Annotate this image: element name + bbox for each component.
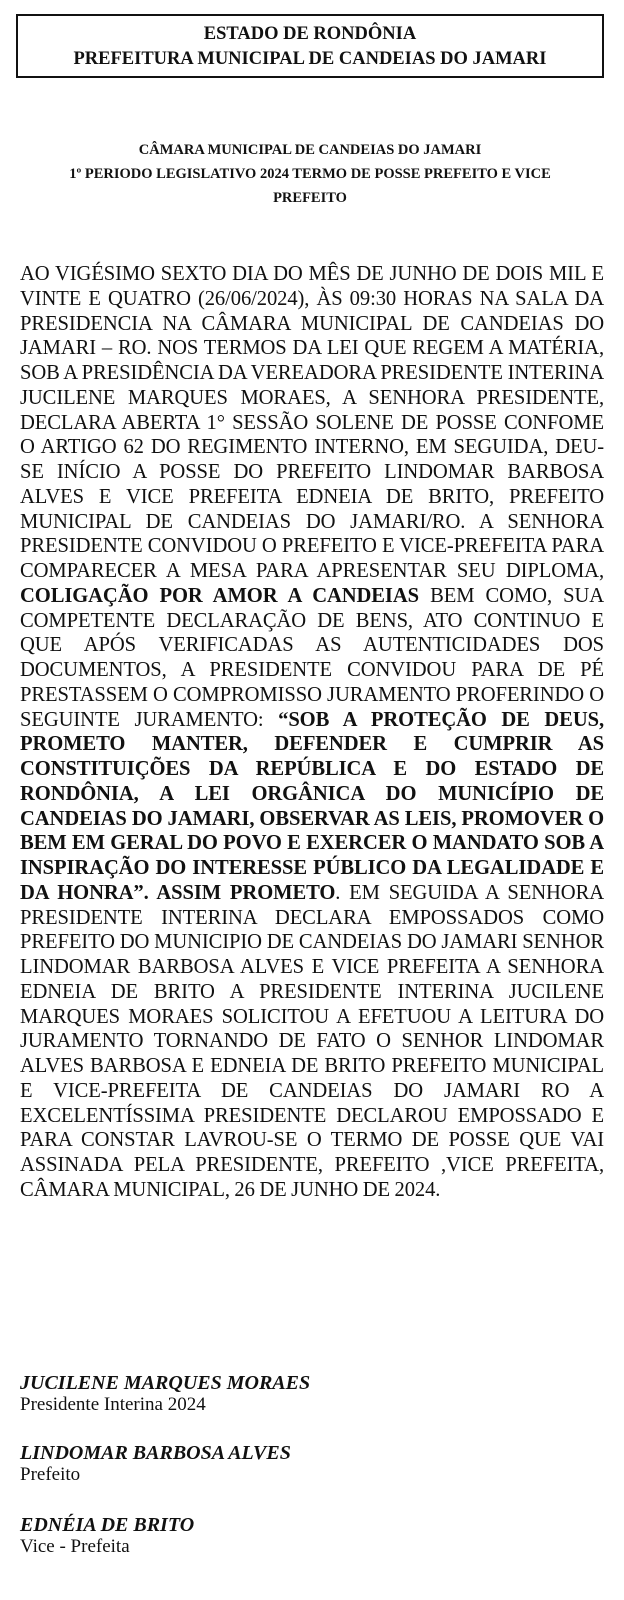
prefecture-title: PREFEITURA MUNICIPAL DE CANDEIAS DO JAMARI: [73, 49, 547, 69]
chamber-title: CÂMARA MUNICIPAL DE CANDEIAS DO JAMARI: [138, 142, 482, 158]
body-text-part: AO VIGÉSIMO SEXTO DIA DO MÊS DE JUNHO DE DOIS MIL E VINTE E QUATRO (26/06/2024), ÀS 09:30 HORAS NA SALA DA PRESIDENCIA NA CÂMARA MUNICIPAL DE CANDEIAS DO JAMARI – RO. NOS TERMOS DA LEI QUE REGEM A MATÉRIA, SOB A PRESIDÊNCIA DA VEREADORA PRESIDENTE INTERINA JUCILENE MARQUES MORAES, A SENHORA PRESIDENTE, DECLARA ABERTA 1° SESSÃO SOLENE DE POSSE CONFOME O ARTIGO 62 DO REGIMENTO INTERNO, EM SEGUIDA, DEU-SE INÍCIO A POSSE DO PREFEITO LINDOMAR BARBOSA ALVES E VICE PREFEITA EDNEIA DE BRITO, PREFEITO MUNICIPAL DE CANDEIAS DO JAMARI/RO. A SENHORA PRESIDENTE CONVIDOU O PREFEITO E VICE-PREFEITA PARA COMPARECER A MESA PARA APRESENTAR SEU DIPLOMA,: [20, 263, 604, 582]
state-title: ESTADO DE RONDÔNIA: [203, 24, 417, 44]
document-header: [16, 14, 604, 78]
body-bold-oath: “SOB A PROTEÇÃO DE DEUS, PROMETO MANTER, DEFENDER E CUMPRIR AS CONSTITUIÇÕES DA REPÚBLICA E DO ESTADO DE RONDÔNIA, A LEI ORGÂNICA DO MUNICÍPIO DE CANDEIAS DO JAMARI, OBSERVAR AS LEIS, PROMOVER O BEM EM GERAL DO POVO E EXERCER O MANDATO SOB A INSPIRAÇÃO DO INTERESSE PÚBLICO DA LEGALIDADE E DA HONRA”. ASSIM PROMETO: [20, 708, 604, 904]
document-subheader: [16, 138, 604, 210]
body-text-part: . EM SEGUIDA A SENHORA PRESIDENTE INTERINA DECLARA EMPOSSADOS COMO PREFEITO DO MUNICIPIO DE CANDEIAS DO JAMARI SENHOR LINDOMAR BARBOSA ALVES E VICE PREFEITA A SENHORA EDNEIA DE BRITO A PRESIDENTE INTERINA JUCILENE MARQUES MORAES SOLICITOU A EFETUOU A LEITURA DO JURAMENTO TORNANDO DE FATO O SENHOR LINDOMAR ALVES BARBOSA E EDNEIA DE BRITO PREFEITO MUNICIPAL E VICE-PREFEITA DE CANDEIAS DO JAMARI RO A EXCELENTÍSSIMA PRESIDENTE DECLAROU EMPOSSADO E PARA CONSTAR LAVROU-SE O TERMO DE POSSE QUE VAI ASSINADA PELA PRESIDENTE, PREFEITO ,VICE PREFEITA, CÂMARA MUNICIPAL, 26 DE JUNHO DE 2024.: [20, 881, 604, 1201]
signature-name: LINDOMAR BARBOSA ALVES: [20, 1442, 291, 1464]
body-text-part: BEM COMO, SUA COMPETENTE DECLARAÇÃO DE BENS, ATO CONTINUO E QUE APÓS VERIFICADAS AS AUTENTICIDADES DOS DOCUMENTOS, A PRESIDENTE CONVIDOU PARA DE PÉ PRESTASSEM O COMPROMISSO JURAMENTO PROFERINDO O SEGUINTE JURAMENTO:: [20, 584, 605, 731]
signature-name: EDNÉIA DE BRITO: [20, 1514, 195, 1536]
signature-block: [20, 1442, 291, 1486]
signature-role: Prefeito: [20, 1464, 81, 1485]
document-body: [20, 262, 604, 1203]
signature-block: [20, 1514, 194, 1558]
term-title-continued: PREFEITO: [273, 190, 347, 206]
signature-block: [20, 1372, 310, 1416]
signature-name: JUCILENE MARQUES MORAES: [20, 1372, 311, 1394]
signature-role: Presidente Interina 2024: [20, 1394, 206, 1415]
signature-role: Vice - Prefeita: [20, 1536, 130, 1557]
term-title: 1º PERIODO LEGISLATIVO 2024 TERMO DE POSSE PREFEITO E VICE: [69, 166, 551, 182]
body-bold-coalition: COLIGAÇÃO POR AMOR A CANDEIAS: [20, 584, 419, 607]
